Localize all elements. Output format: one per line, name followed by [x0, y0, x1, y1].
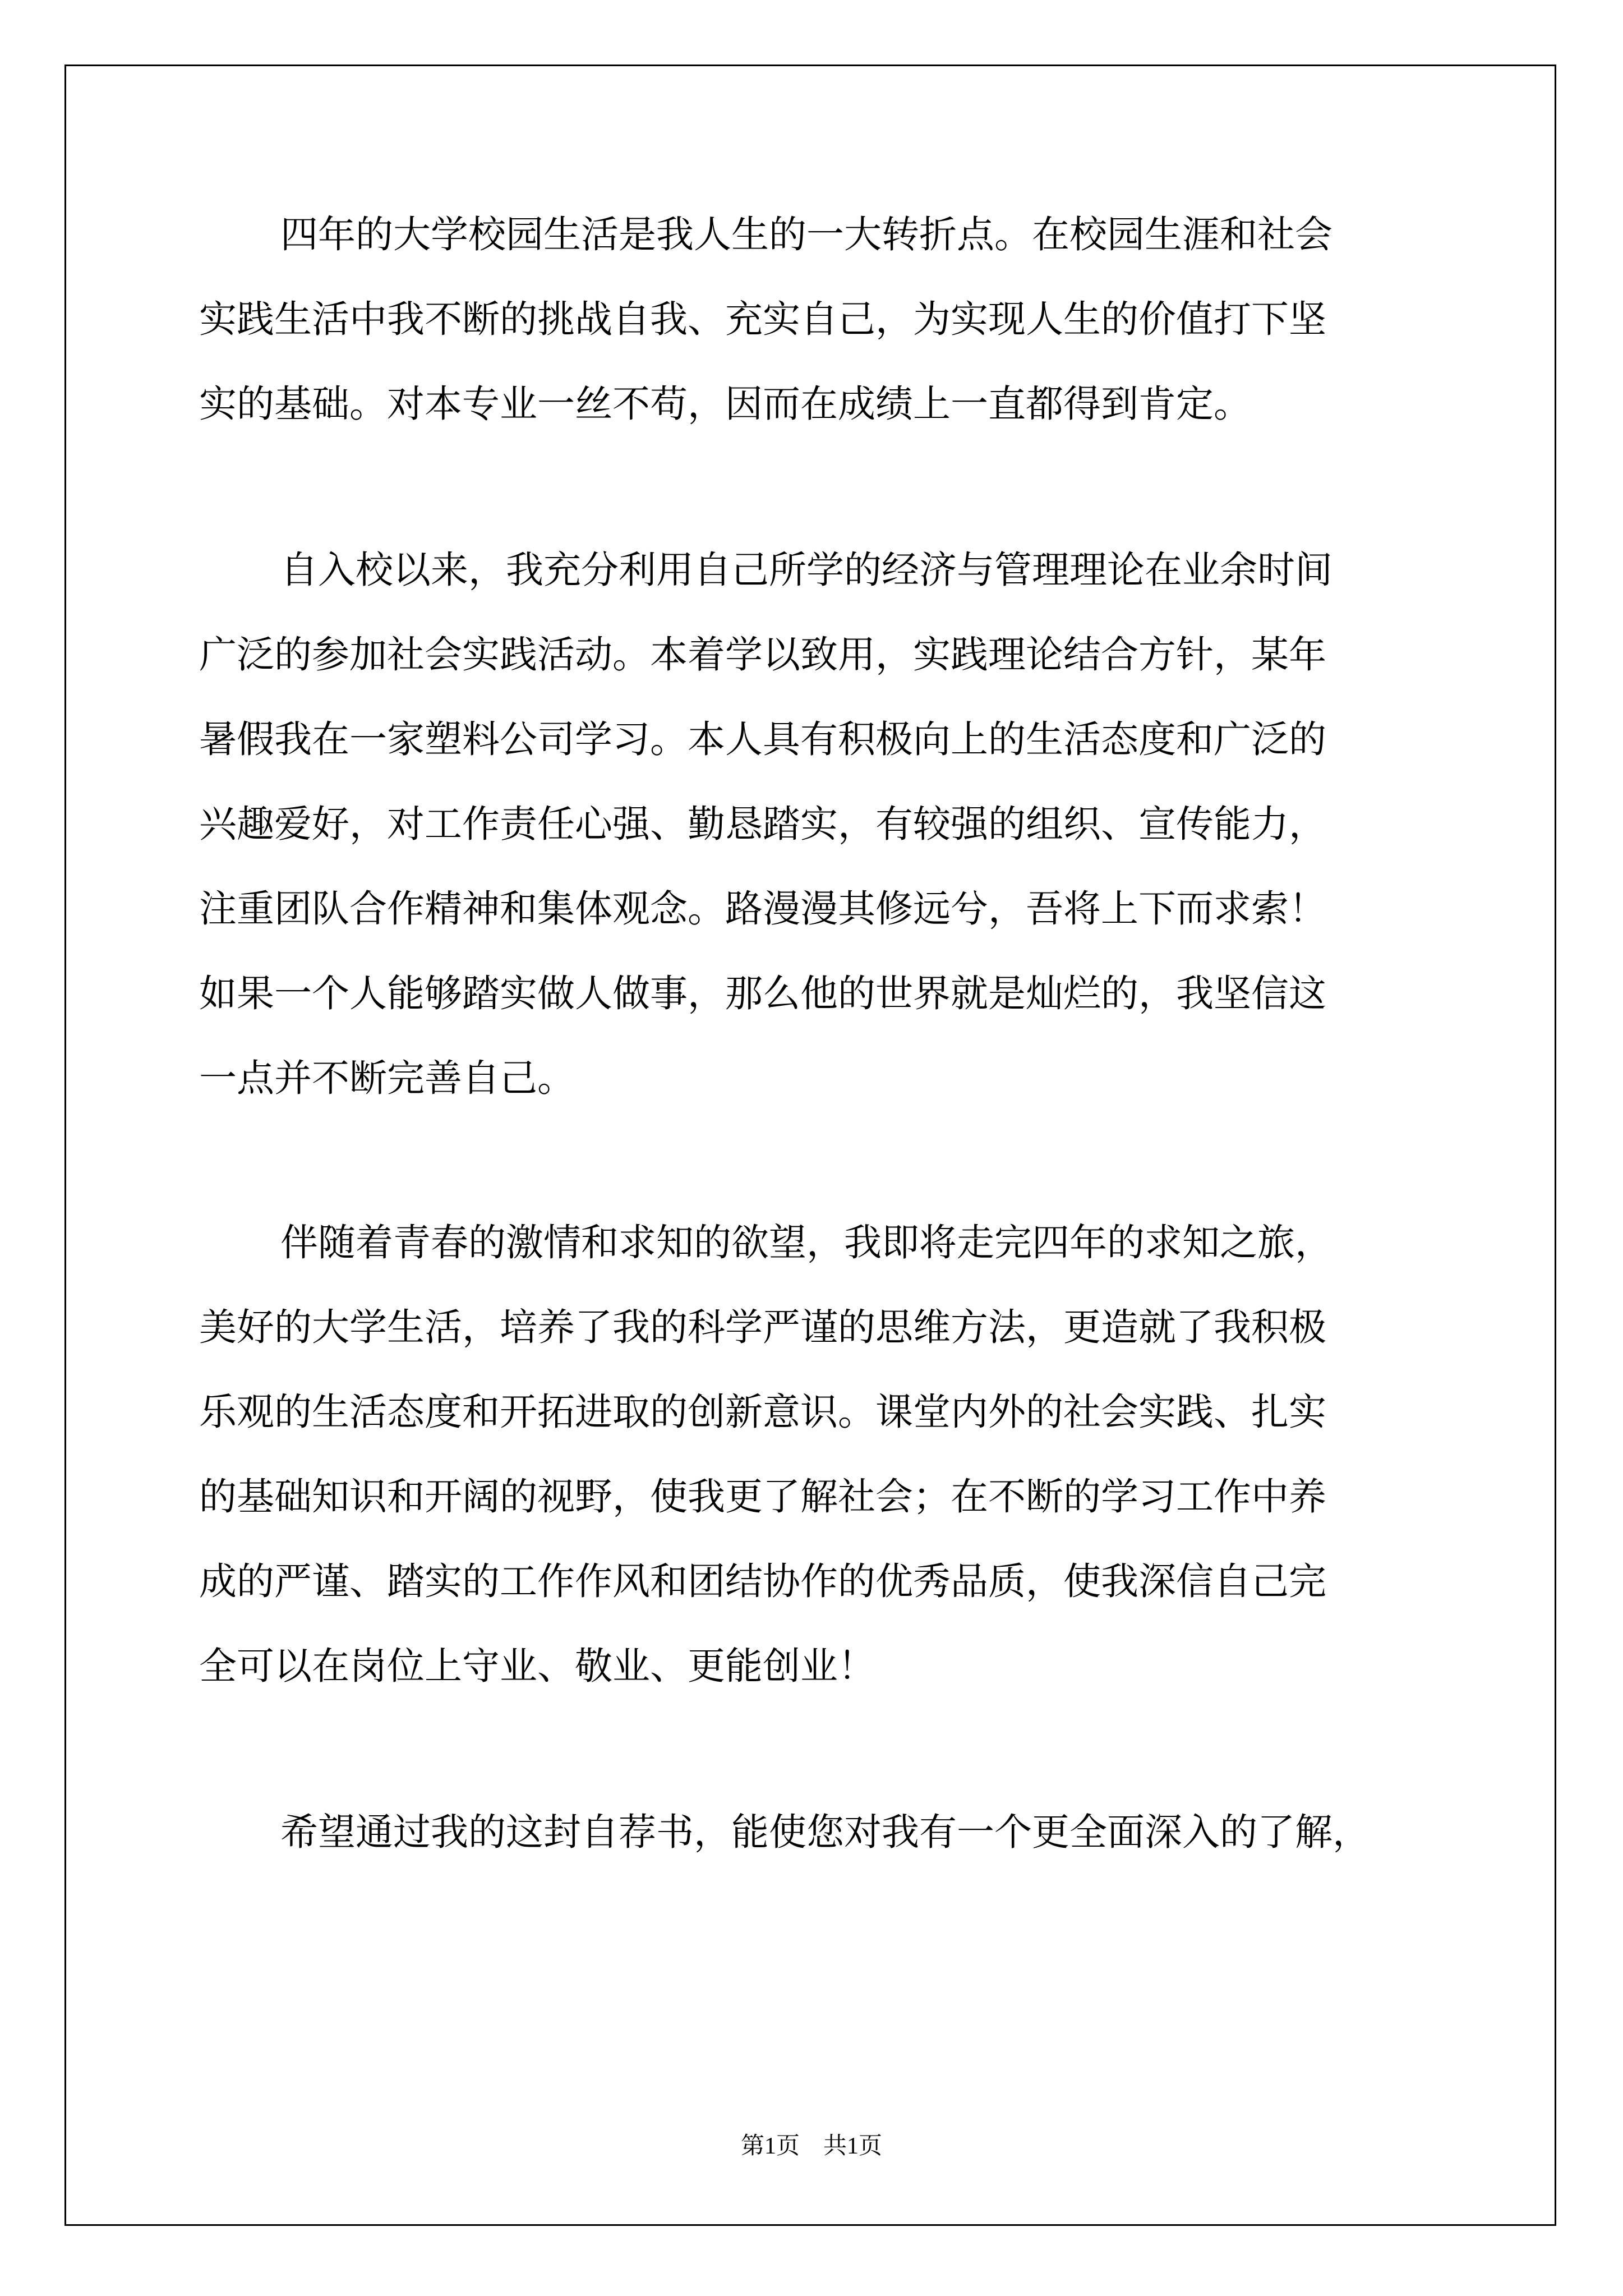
paragraph-2-line-6: 如果一个人能够踏实做人做事，那么他的世界就是灿烂的，我坚信这: [199, 972, 1326, 1015]
paragraph-3-line-5: 成的严谨、踏实的工作作风和团结协作的优秀品质，使我深信自己完: [199, 1559, 1326, 1603]
paragraph-2-line-1: 自入校以来，我充分利用自己所学的经济与管理理论在业余时间: [280, 548, 1332, 592]
paragraph-1-line-3: 实的基础。对本专业一丝不苟，因而在成绩上一直都得到肯定。: [199, 382, 1251, 426]
paragraph-3-line-4: 的基础知识和开阔的视野，使我更了解社会；在不断的学习工作中养: [199, 1475, 1326, 1519]
paragraph-3-line-1: 伴随着青春的激情和求知的欲望，我即将走完四年的求知之旅，: [280, 1221, 1332, 1264]
paragraph-4-line-1: 希望通过我的这封自荐书，能使您对我有一个更全面深入的了解，: [280, 1810, 1370, 1854]
paragraph-2-line-7: 一点并不断完善自己。: [199, 1056, 575, 1100]
paragraph-2-line-4: 兴趣爱好，对工作责任心强、勤恳踏实，有较强的组织、宣传能力，: [199, 802, 1326, 846]
paragraph-3-line-6: 全可以在岗位上守业、敬业、更能创业！: [199, 1644, 875, 1688]
paragraph-3-line-3: 乐观的生活态度和开拓进取的创新意识。课堂内外的社会实践、扎实: [199, 1390, 1326, 1434]
paragraph-2-line-5: 注重团队合作精神和集体观念。路漫漫其修远兮，吾将上下而求索！: [199, 887, 1326, 931]
paragraph-1-line-1: 四年的大学校园生活是我人生的一大转折点。在校园生涯和社会: [280, 213, 1332, 256]
paragraph-2-line-3: 暑假我在一家塑料公司学习。本人具有积极向上的生活态度和广泛的: [199, 717, 1326, 761]
paragraph-3-line-2: 美好的大学生活，培养了我的科学严谨的思维方法，更造就了我积极: [199, 1305, 1326, 1349]
paragraph-1-line-2: 实践生活中我不断的挑战自我、充实自己，为实现人生的价值打下坚: [199, 297, 1326, 341]
paragraph-2-line-2: 广泛的参加社会实践活动。本着学以致用，实践理论结合方针，某年: [199, 633, 1326, 677]
page-number-footer: 第1页 共1页: [740, 2133, 882, 2159]
